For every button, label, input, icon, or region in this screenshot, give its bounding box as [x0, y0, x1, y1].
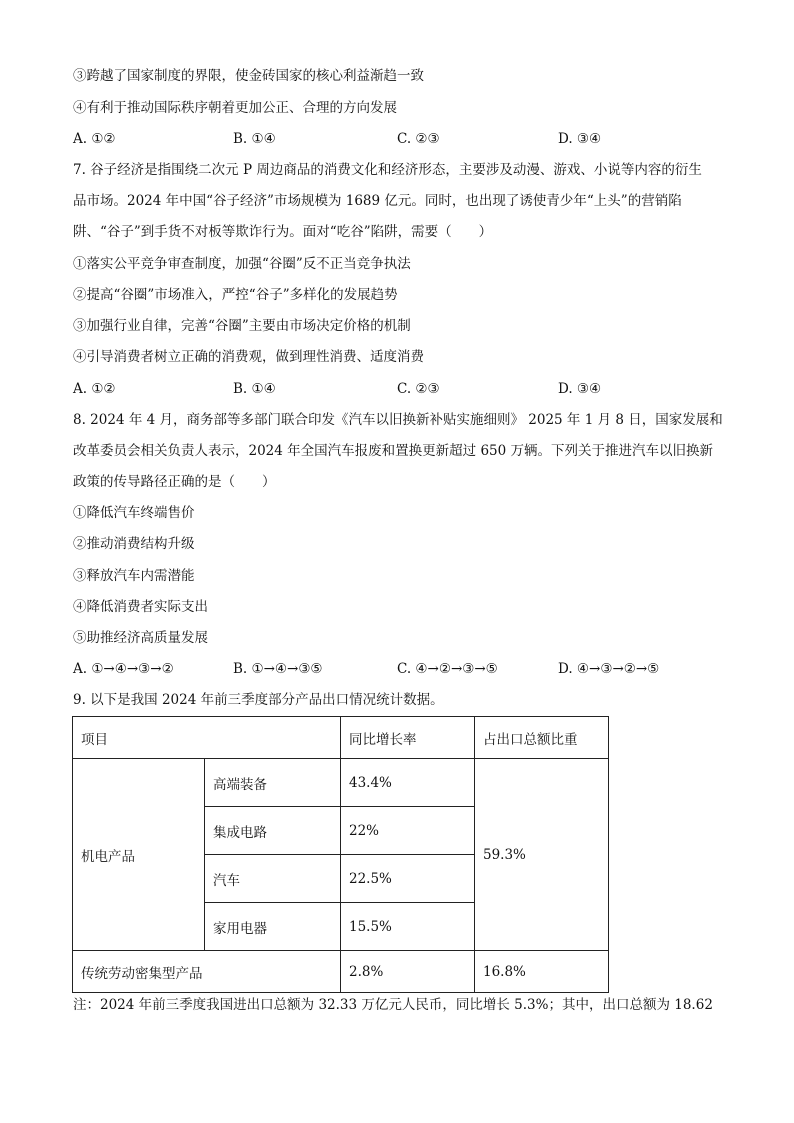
q7-stem-line-1: 7. 谷子经济是指围绕二次元 P 周边商品的消费文化和经济形态，主要涉及动漫、游戏、小说等内容的衍生: [73, 162, 702, 178]
q8-item-5: ⑤助推经济高质量发展: [73, 630, 208, 646]
q8-stem-line-3: 政策的传导路径正确的是（ ）: [73, 474, 276, 490]
q7-stem-line-3: 阱、“谷子”到手货不对板等欺诈行为。面对“吃谷”陷阱，需要（ ）: [73, 224, 493, 240]
group-label: 机电产品: [73, 759, 205, 951]
sub-row-name: 高端装备: [205, 759, 341, 807]
sub-row-rate: 22%: [341, 807, 475, 855]
sub-row-name: 集成电路: [205, 807, 341, 855]
last-row-share: 16.8%: [475, 951, 609, 993]
q7-stem-line-2: 品市场。2024 年中国“谷子经济”市场规模为 1689 亿元。同时，也出现了诱使青少年“上头”的营销陷: [73, 193, 682, 209]
q8-option-c: C. ④→②→③→⑤: [397, 661, 498, 677]
q6-item-3: ③跨越了国家制度的界限，使金砖国家的核心利益渐趋一致: [73, 68, 424, 84]
q6-option-c: C. ②③: [397, 131, 440, 147]
q8-item-4: ④降低消费者实际支出: [73, 599, 208, 615]
table-header-row: [73, 717, 609, 759]
q7-item-2: ②提高“谷圈”市场准入，严控“谷子”多样化的发展趋势: [73, 287, 398, 303]
q7-item-3: ③加强行业自律，完善“谷圈”主要由市场决定价格的机制: [73, 318, 411, 334]
sub-row-name: 家用电器: [205, 903, 341, 951]
q9-note: 注：2024 年前三季度我国进出口总额为 32.33 万亿元人民币，同比增长 5.3%；其中，出口总额为 18.62: [73, 997, 713, 1013]
q7-option-b: B. ①④: [233, 381, 276, 397]
sub-row-rate: 22.5%: [341, 855, 475, 903]
sub-row-rate: 43.4%: [341, 759, 475, 807]
q6-option-b: B. ①④: [233, 131, 276, 147]
header-item: 项目: [73, 717, 341, 759]
q8-item-3: ③释放汽车内需潜能: [73, 568, 195, 584]
q7-item-4: ④引导消费者树立正确的消费观，做到理性消费、适度消费: [73, 349, 424, 365]
q8-stem-line-2: 改革委员会相关负责人表示，2024 年全国汽车报废和置换更新超过 650 万辆。下列关于推进汽车以旧换新: [73, 443, 713, 459]
q8-option-a: A. ①→④→③→②: [73, 661, 174, 677]
q7-item-1: ①落实公平竞争审查制度，加强“谷圈”反不正当竞争执法: [73, 256, 411, 272]
q6-item-4: ④有利于推动国际秩序朝着更加公正、合理的方向发展: [73, 100, 397, 116]
header-share: 占出口总额比重: [475, 717, 609, 759]
sub-row-rate: 15.5%: [341, 903, 475, 951]
q7-option-d: D. ③④: [558, 381, 602, 397]
last-row-rate: 2.8%: [341, 951, 475, 993]
q8-option-d: D. ④→③→②→⑤: [558, 661, 660, 677]
q7-option-a: A. ①②: [73, 381, 116, 397]
table-row: [73, 759, 609, 807]
group-share: 59.3%: [475, 759, 609, 951]
q8-stem-line-1: 8. 2024 年 4 月，商务部等多部门联合印发《汽车以旧换新补贴实施细则》 2025 年 1 月 8 日，国家发展和: [73, 412, 723, 428]
q8-option-b: B. ①→④→③⑤: [233, 661, 323, 677]
q7-option-c: C. ②③: [397, 381, 440, 397]
table-row: [73, 951, 609, 993]
q6-option-d: D. ③④: [558, 131, 602, 147]
q8-item-2: ②推动消费结构升级: [73, 536, 195, 552]
q6-option-a: A. ①②: [73, 131, 116, 147]
export-stats-table: [72, 716, 609, 993]
header-growth-rate: 同比增长率: [341, 717, 475, 759]
q8-item-1: ①降低汽车终端售价: [73, 505, 195, 521]
q9-stem: 9. 以下是我国 2024 年前三季度部分产品出口情况统计数据。: [73, 692, 444, 708]
sub-row-name: 汽车: [205, 855, 341, 903]
last-row-name: 传统劳动密集型产品: [73, 951, 341, 993]
